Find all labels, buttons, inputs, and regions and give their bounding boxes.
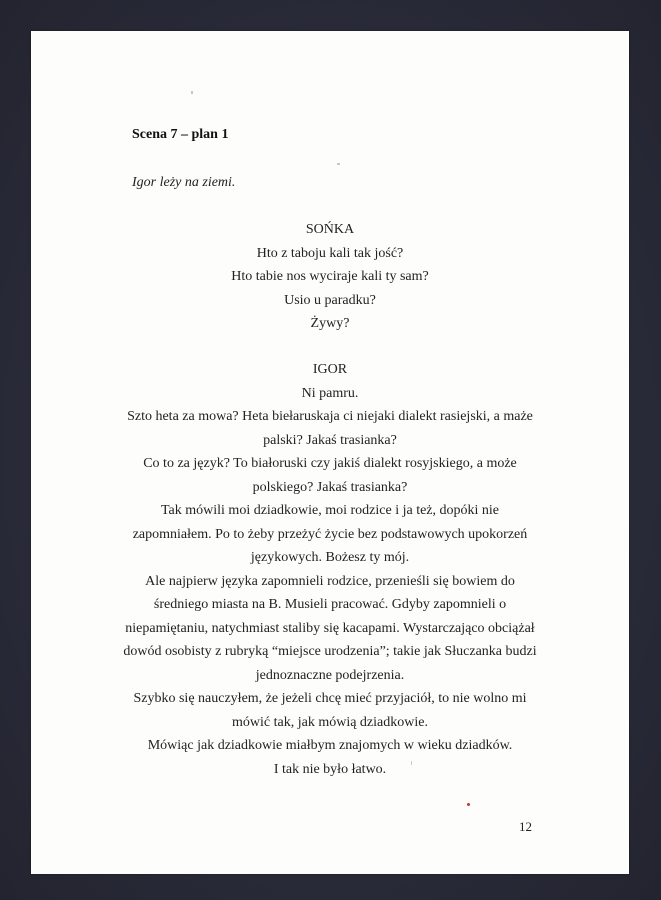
dialogue-line: Ni pamru. — [301, 385, 359, 401]
dialogue-line: językowych. Bożesz ty mój. — [250, 550, 410, 565]
script-page — [31, 31, 629, 874]
dialogue-line: Tak mówili moi dziadkowie, moi rodzice i ja też, dopóki nie — [160, 503, 500, 518]
scene-heading: Scena 7 – plan 1 — [132, 127, 229, 142]
dialogue-line: Żywy? — [310, 316, 350, 331]
dialogue-line: Mówiąc jak dziadkowie miałbym znajomych w wieku dziadków. — [147, 738, 513, 753]
dialogue-line: Szybko się nauczyłem, że jeżeli chcę mieć przyjaciół, to nie wolno mi — [133, 691, 527, 706]
page-number: 12 — [519, 819, 532, 834]
dialogue-line: Hto z taboju kali tak jość? — [256, 245, 404, 261]
dialogue-line: Szto heta za mowa? Heta biełaruskaja ci niejaki dialekt rasiejski, a maże — [127, 409, 533, 424]
stage-direction: Igor leży na ziemi. — [132, 175, 236, 190]
paper-speck — [191, 91, 193, 94]
paper-speck — [337, 163, 340, 165]
dialogue-line: I tak nie było łatwo. — [273, 761, 387, 777]
sonka-dialogue — [71, 218, 589, 336]
speaker-name-sonka: SOŃKA — [305, 222, 355, 237]
dialogue-line: mówić tak, jak mówią dziadkowie. — [232, 714, 428, 730]
dialogue-line: dowód osobisty z rubryką “miejsce urodzenia”; takie jak Słuczanka budzi — [123, 644, 537, 659]
dialogue-line: palski? Jakaś trasianka? — [263, 432, 397, 448]
dialogue-line: niepamiętaniu, natychmiast staliby się kacapami. Wystarczająco obciążał — [125, 620, 535, 636]
dialogue-line: zapomniałem. Po to żeby przeżyć życie bez podstawowych upokorzeń — [132, 526, 528, 542]
dialogue-line: Hto tabie nos wyciraje kali ty sam? — [231, 269, 429, 284]
dialogue-line: jednoznaczne podejrzenia. — [255, 667, 405, 683]
red-ink-dot — [467, 803, 470, 806]
igor-dialogue — [71, 358, 589, 781]
dialogue-line: Usio u paradku? — [284, 292, 376, 308]
dialogue-line: średniego miasta na B. Musieli pracować. Gdyby zapomnieli o — [153, 597, 507, 612]
dialogue-line: Ale najpierw języka zapomnieli rodzice, przenieśli się bowiem do — [145, 573, 515, 589]
speaker-name-igor: IGOR — [312, 362, 348, 377]
dialogue-line: Co to za język? To białoruski czy jakiś dialekt rosyjskiego, a może — [143, 456, 517, 471]
dialogue-line: polskiego? Jakaś trasianka? — [252, 479, 408, 495]
